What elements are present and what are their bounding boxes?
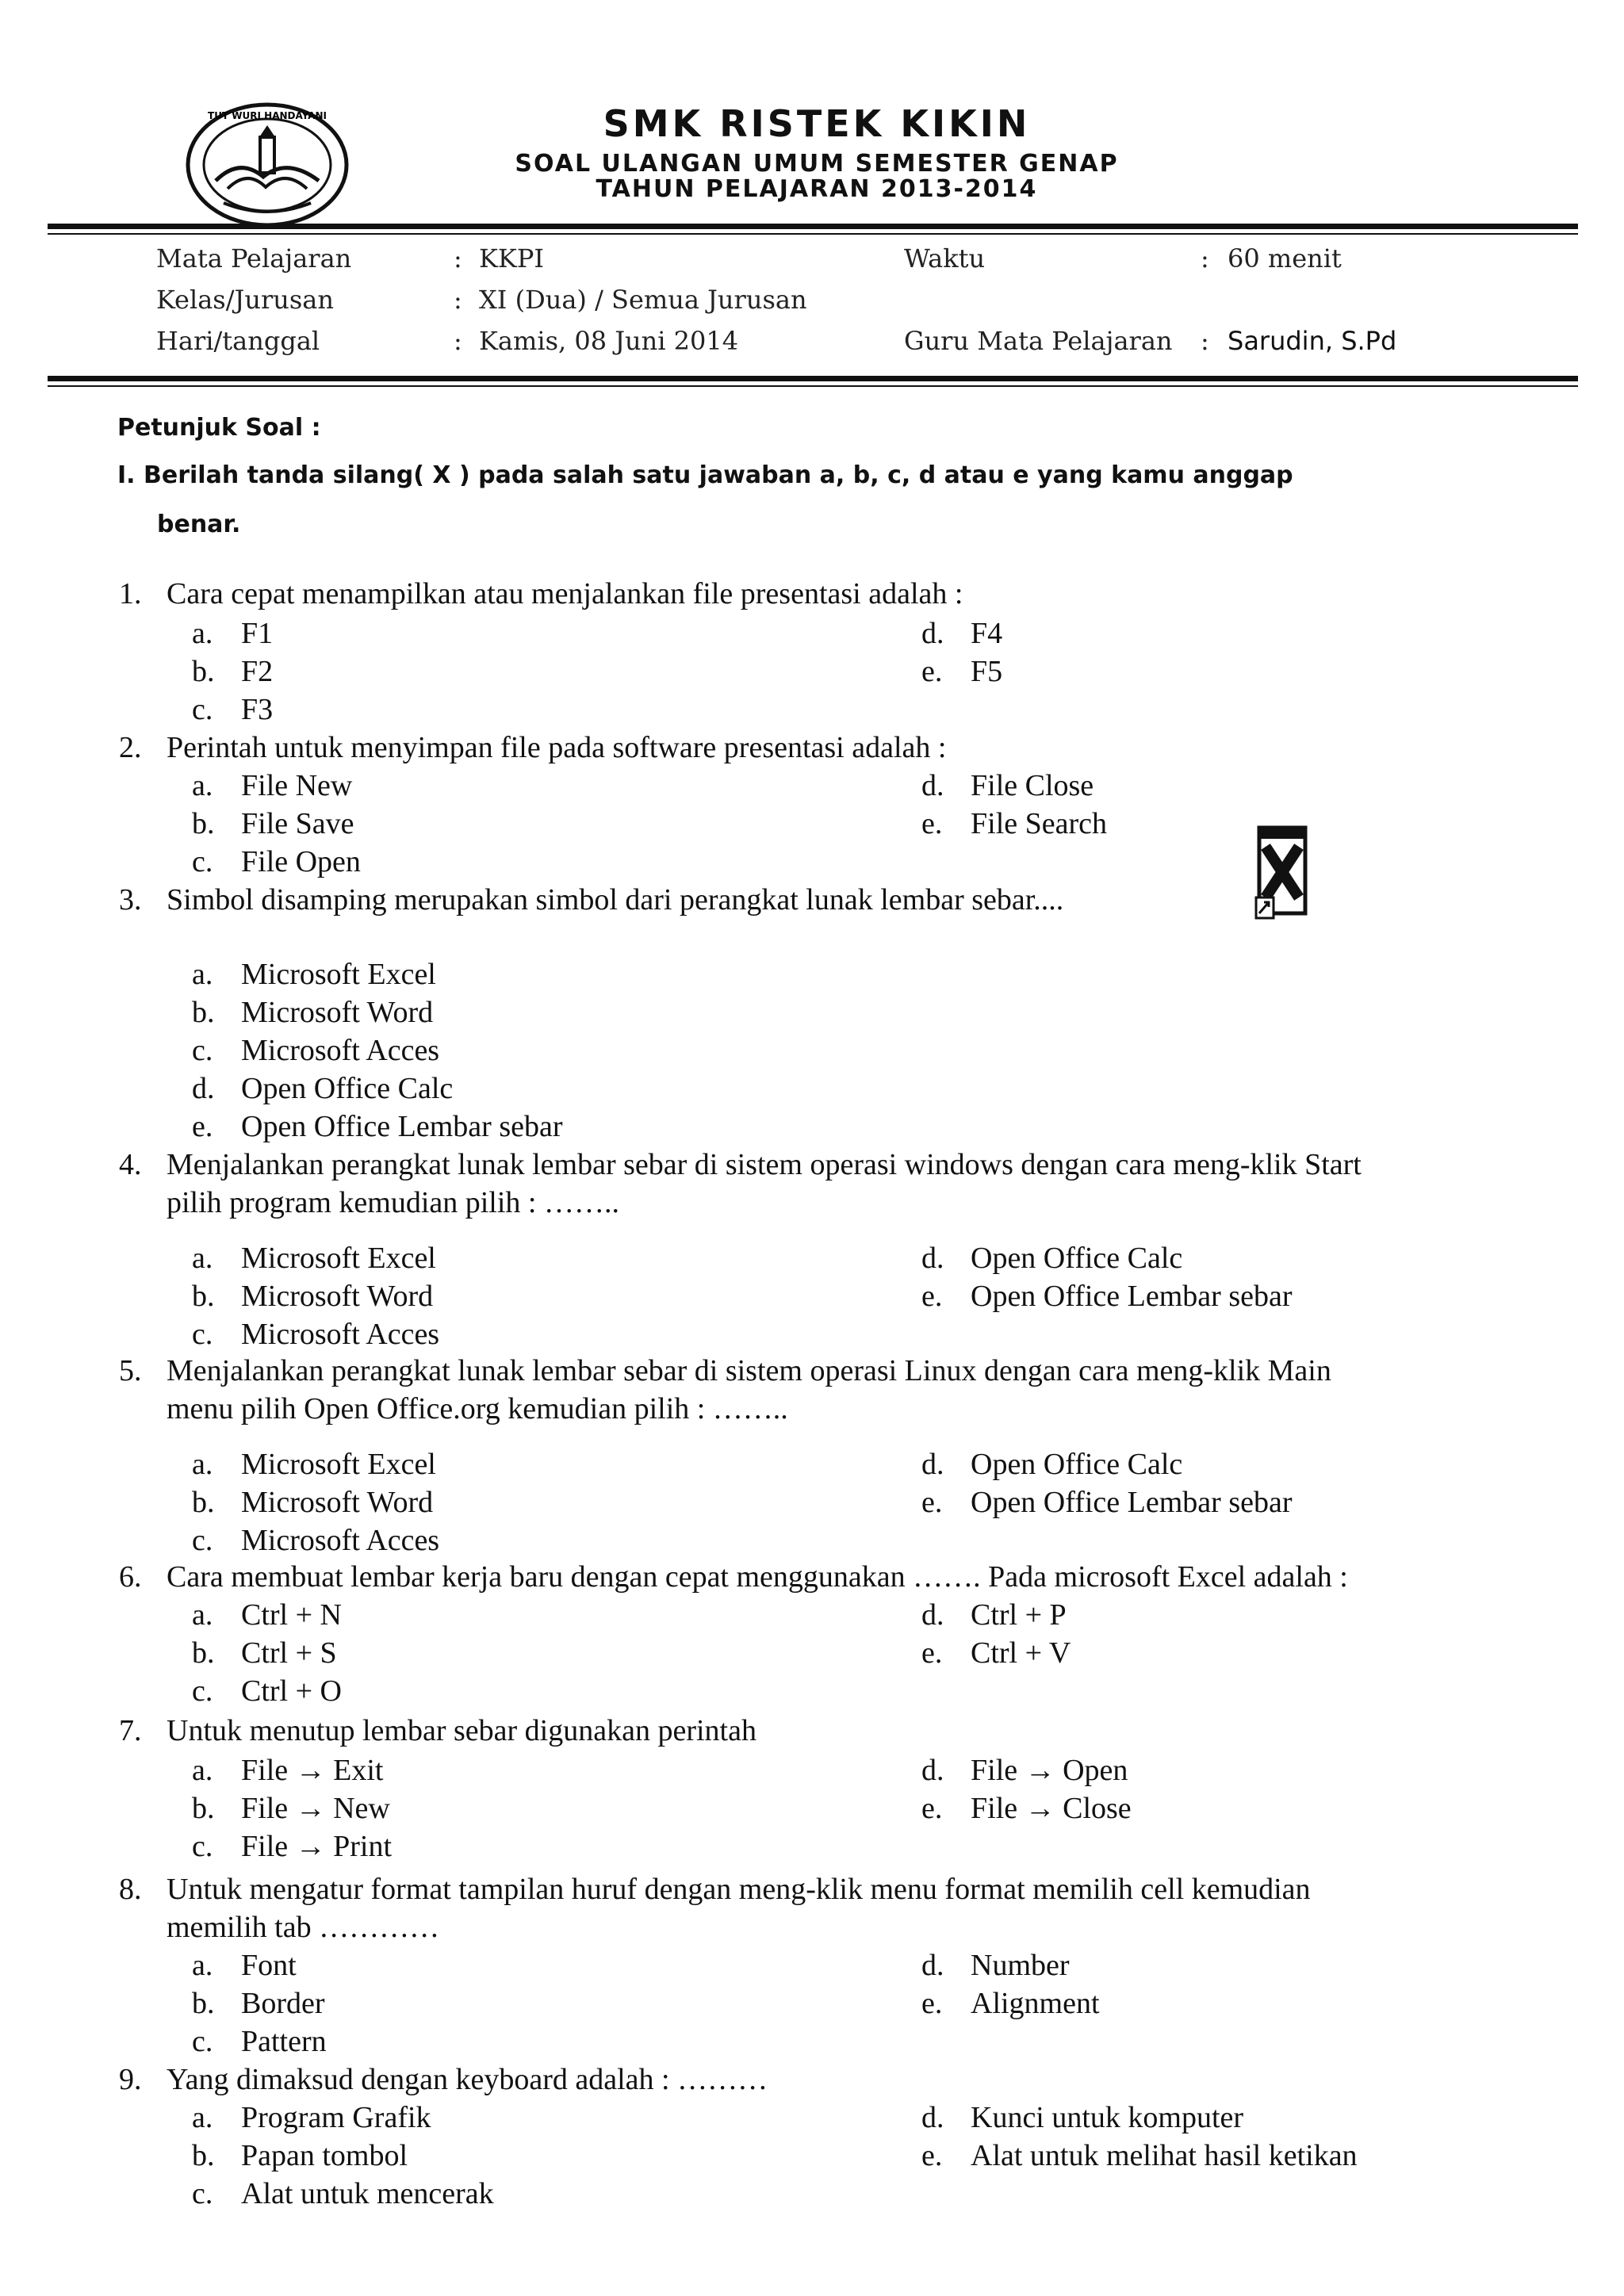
option-d: Open Office Calc bbox=[241, 1072, 454, 1105]
option-letter-d: d. bbox=[921, 1949, 944, 1982]
option-letter-a: a. bbox=[192, 617, 213, 650]
option-letter-b: b. bbox=[192, 807, 215, 840]
school-name: SMK RISTEK KIKIN bbox=[603, 102, 1031, 145]
guru-label: Guru Mata Pelajaran bbox=[904, 326, 1173, 356]
option-c: Alat untuk mencerak bbox=[241, 2177, 494, 2210]
option-d: F4 bbox=[971, 617, 1003, 650]
question-number: 2. bbox=[119, 731, 142, 764]
option-letter-c: c. bbox=[192, 1674, 213, 1708]
option-c: F3 bbox=[241, 693, 274, 726]
option-letter-a: a. bbox=[192, 1448, 213, 1481]
exam-title: SOAL ULANGAN UMUM SEMESTER GENAP bbox=[515, 150, 1119, 178]
waktu-label: Waktu bbox=[904, 243, 986, 274]
instructions-heading: Petunjuk Soal : bbox=[117, 414, 321, 442]
option-c: Pattern bbox=[241, 2025, 327, 2058]
option-letter-e: e. bbox=[921, 1486, 943, 1519]
option-letter-c: c. bbox=[192, 1318, 213, 1351]
question-text: memilih tab ………… bbox=[167, 1911, 440, 1944]
option-d: Number bbox=[971, 1949, 1070, 1982]
option-b: F2 bbox=[241, 655, 274, 688]
option-e: F5 bbox=[971, 655, 1003, 688]
hari-label: Hari/tanggal bbox=[156, 326, 320, 356]
option-a: Font bbox=[241, 1949, 297, 1982]
header-divider-thick bbox=[48, 224, 1578, 229]
question-text: Cara cepat menampilkan atau menjalankan file presentasi adalah : bbox=[167, 577, 963, 610]
question-text: pilih program kemudian pilih : …….. bbox=[167, 1186, 619, 1219]
option-b: File Save bbox=[241, 807, 354, 840]
option-letter-b: b. bbox=[192, 1636, 215, 1670]
option-e: Open Office Lembar sebar bbox=[971, 1486, 1293, 1519]
option-e: File → Close bbox=[971, 1792, 1132, 1825]
question-text: Untuk menutup lembar sebar digunakan perintah bbox=[167, 1714, 756, 1747]
option-d: Open Office Calc bbox=[971, 1242, 1183, 1275]
option-e: Open Office Lembar sebar bbox=[241, 1110, 563, 1143]
option-letter-e: e. bbox=[192, 1110, 213, 1143]
question-text: Menjalankan perangkat lunak lembar sebar di sistem operasi Linux dengan cara meng-klik Main bbox=[167, 1354, 1331, 1387]
option-a: File → Exit bbox=[241, 1754, 384, 1787]
hari-sep: : bbox=[454, 326, 462, 356]
question-number: 6. bbox=[119, 1560, 142, 1594]
option-letter-a: a. bbox=[192, 1598, 213, 1632]
option-c: Ctrl + O bbox=[241, 1674, 342, 1708]
option-letter-b: b. bbox=[192, 2139, 215, 2172]
option-letter-a: a. bbox=[192, 1242, 213, 1275]
option-b: Papan tombol bbox=[241, 2139, 408, 2172]
option-d: File → Open bbox=[971, 1754, 1128, 1787]
option-e: Alignment bbox=[971, 1987, 1100, 2020]
option-letter-d: d. bbox=[921, 1448, 944, 1481]
question-number: 5. bbox=[119, 1354, 142, 1387]
option-letter-c: c. bbox=[192, 2177, 213, 2210]
logo-motto: TUT WURI HANDAYANI bbox=[208, 110, 327, 121]
question-text: Yang dimaksud dengan keyboard adalah : ……… bbox=[167, 2063, 768, 2096]
info-divider-thin bbox=[48, 385, 1578, 387]
option-b: Ctrl + S bbox=[241, 1636, 337, 1670]
instructions-line-1: I. Berilah tanda silang( X ) pada salah satu jawaban a, b, c, d atau e yang kamu anggap bbox=[117, 461, 1293, 489]
waktu-sep: : bbox=[1201, 243, 1209, 274]
kelas-value: XI (Dua) / Semua Jurusan bbox=[479, 285, 807, 315]
option-letter-e: e. bbox=[921, 1987, 943, 2020]
hari-value: Kamis, 08 Juni 2014 bbox=[479, 326, 739, 356]
option-letter-a: a. bbox=[192, 2101, 213, 2134]
option-letter-b: b. bbox=[192, 1792, 215, 1825]
instructions-line-2: benar. bbox=[157, 511, 241, 538]
option-b: Border bbox=[241, 1987, 325, 2020]
option-letter-d: d. bbox=[921, 1242, 944, 1275]
option-letter-b: b. bbox=[192, 1987, 215, 2020]
option-a: Microsoft Excel bbox=[241, 1448, 436, 1481]
header-divider-thin bbox=[48, 233, 1578, 235]
option-letter-a: a. bbox=[192, 1949, 213, 1982]
option-letter-c: c. bbox=[192, 1034, 213, 1067]
question-number: 4. bbox=[119, 1148, 142, 1181]
option-letter-e: e. bbox=[921, 2139, 943, 2172]
option-a: Program Grafik bbox=[241, 2101, 431, 2134]
option-d: Ctrl + P bbox=[971, 1598, 1067, 1632]
option-a: Microsoft Excel bbox=[241, 958, 436, 991]
option-letter-d: d. bbox=[192, 1072, 215, 1105]
option-d: Kunci untuk komputer bbox=[971, 2101, 1244, 2134]
option-c: Microsoft Acces bbox=[241, 1034, 440, 1067]
option-b: File → New bbox=[241, 1792, 390, 1825]
info-divider-thick bbox=[48, 376, 1578, 381]
question-text: Simbol disamping merupakan simbol dari perangkat lunak lembar sebar.... bbox=[167, 883, 1064, 916]
option-letter-b: b. bbox=[192, 1280, 215, 1313]
academic-year: TAHUN PELAJARAN 2013-2014 bbox=[596, 175, 1038, 203]
option-letter-b: b. bbox=[192, 996, 215, 1029]
option-c: File Open bbox=[241, 845, 361, 878]
guru-sep: : bbox=[1201, 326, 1209, 356]
question-number: 7. bbox=[119, 1714, 142, 1747]
mapel-value: KKPI bbox=[479, 243, 544, 274]
option-letter-d: d. bbox=[921, 1754, 944, 1787]
option-b: Microsoft Word bbox=[241, 996, 434, 1029]
option-letter-e: e. bbox=[921, 655, 943, 688]
option-a: F1 bbox=[241, 617, 274, 650]
option-b: Microsoft Word bbox=[241, 1280, 434, 1313]
option-letter-c: c. bbox=[192, 845, 213, 878]
option-c: Microsoft Acces bbox=[241, 1524, 440, 1557]
question-number: 9. bbox=[119, 2063, 142, 2096]
option-letter-e: e. bbox=[921, 1636, 943, 1670]
question-number: 3. bbox=[119, 883, 142, 916]
option-e: Open Office Lembar sebar bbox=[971, 1280, 1293, 1313]
option-letter-c: c. bbox=[192, 693, 213, 726]
option-a: File New bbox=[241, 769, 353, 802]
option-c: File → Print bbox=[241, 1830, 393, 1863]
option-d: Open Office Calc bbox=[971, 1448, 1183, 1481]
question-number: 8. bbox=[119, 1873, 142, 1906]
guru-value: Sarudin, S.Pd bbox=[1228, 326, 1397, 356]
option-letter-e: e. bbox=[921, 1280, 943, 1313]
question-text: Untuk mengatur format tampilan huruf dengan meng-klik menu format memilih cell kemudian bbox=[167, 1873, 1311, 1906]
question-text: Perintah untuk menyimpan file pada software presentasi adalah : bbox=[167, 731, 947, 764]
question-number: 1. bbox=[119, 577, 142, 610]
option-b: Microsoft Word bbox=[241, 1486, 434, 1519]
option-letter-d: d. bbox=[921, 1598, 944, 1632]
tut-wuri-handayani-logo bbox=[184, 101, 350, 228]
option-c: Microsoft Acces bbox=[241, 1318, 440, 1351]
microsoft-excel-icon bbox=[1254, 825, 1310, 921]
option-a: Microsoft Excel bbox=[241, 1242, 436, 1275]
option-letter-b: b. bbox=[192, 655, 215, 688]
option-letter-d: d. bbox=[921, 2101, 944, 2134]
mapel-sep: : bbox=[454, 243, 462, 274]
option-e: Ctrl + V bbox=[971, 1636, 1071, 1670]
option-letter-c: c. bbox=[192, 1524, 213, 1557]
question-text: Menjalankan perangkat lunak lembar sebar di sistem operasi windows dengan cara meng-klik Start bbox=[167, 1148, 1362, 1181]
option-e: File Search bbox=[971, 807, 1108, 840]
option-letter-c: c. bbox=[192, 2025, 213, 2058]
option-letter-a: a. bbox=[192, 958, 213, 991]
kelas-sep: : bbox=[454, 285, 462, 315]
option-letter-a: a. bbox=[192, 769, 213, 802]
mapel-label: Mata Pelajaran bbox=[156, 243, 352, 274]
option-a: Ctrl + N bbox=[241, 1598, 342, 1632]
waktu-value: 60 menit bbox=[1228, 243, 1342, 274]
option-letter-c: c. bbox=[192, 1830, 213, 1863]
option-d: File Close bbox=[971, 769, 1094, 802]
option-letter-e: e. bbox=[921, 807, 943, 840]
kelas-label: Kelas/Jurusan bbox=[156, 285, 334, 315]
question-text: menu pilih Open Office.org kemudian pilih : …….. bbox=[167, 1392, 788, 1425]
option-letter-b: b. bbox=[192, 1486, 215, 1519]
option-letter-a: a. bbox=[192, 1754, 213, 1787]
question-text: Cara membuat lembar kerja baru dengan cepat menggunakan ……. Pada microsoft Excel adalah : bbox=[167, 1560, 1348, 1594]
option-letter-d: d. bbox=[921, 769, 944, 802]
option-e: Alat untuk melihat hasil ketikan bbox=[971, 2139, 1358, 2172]
option-letter-e: e. bbox=[921, 1792, 943, 1825]
option-letter-d: d. bbox=[921, 617, 944, 650]
